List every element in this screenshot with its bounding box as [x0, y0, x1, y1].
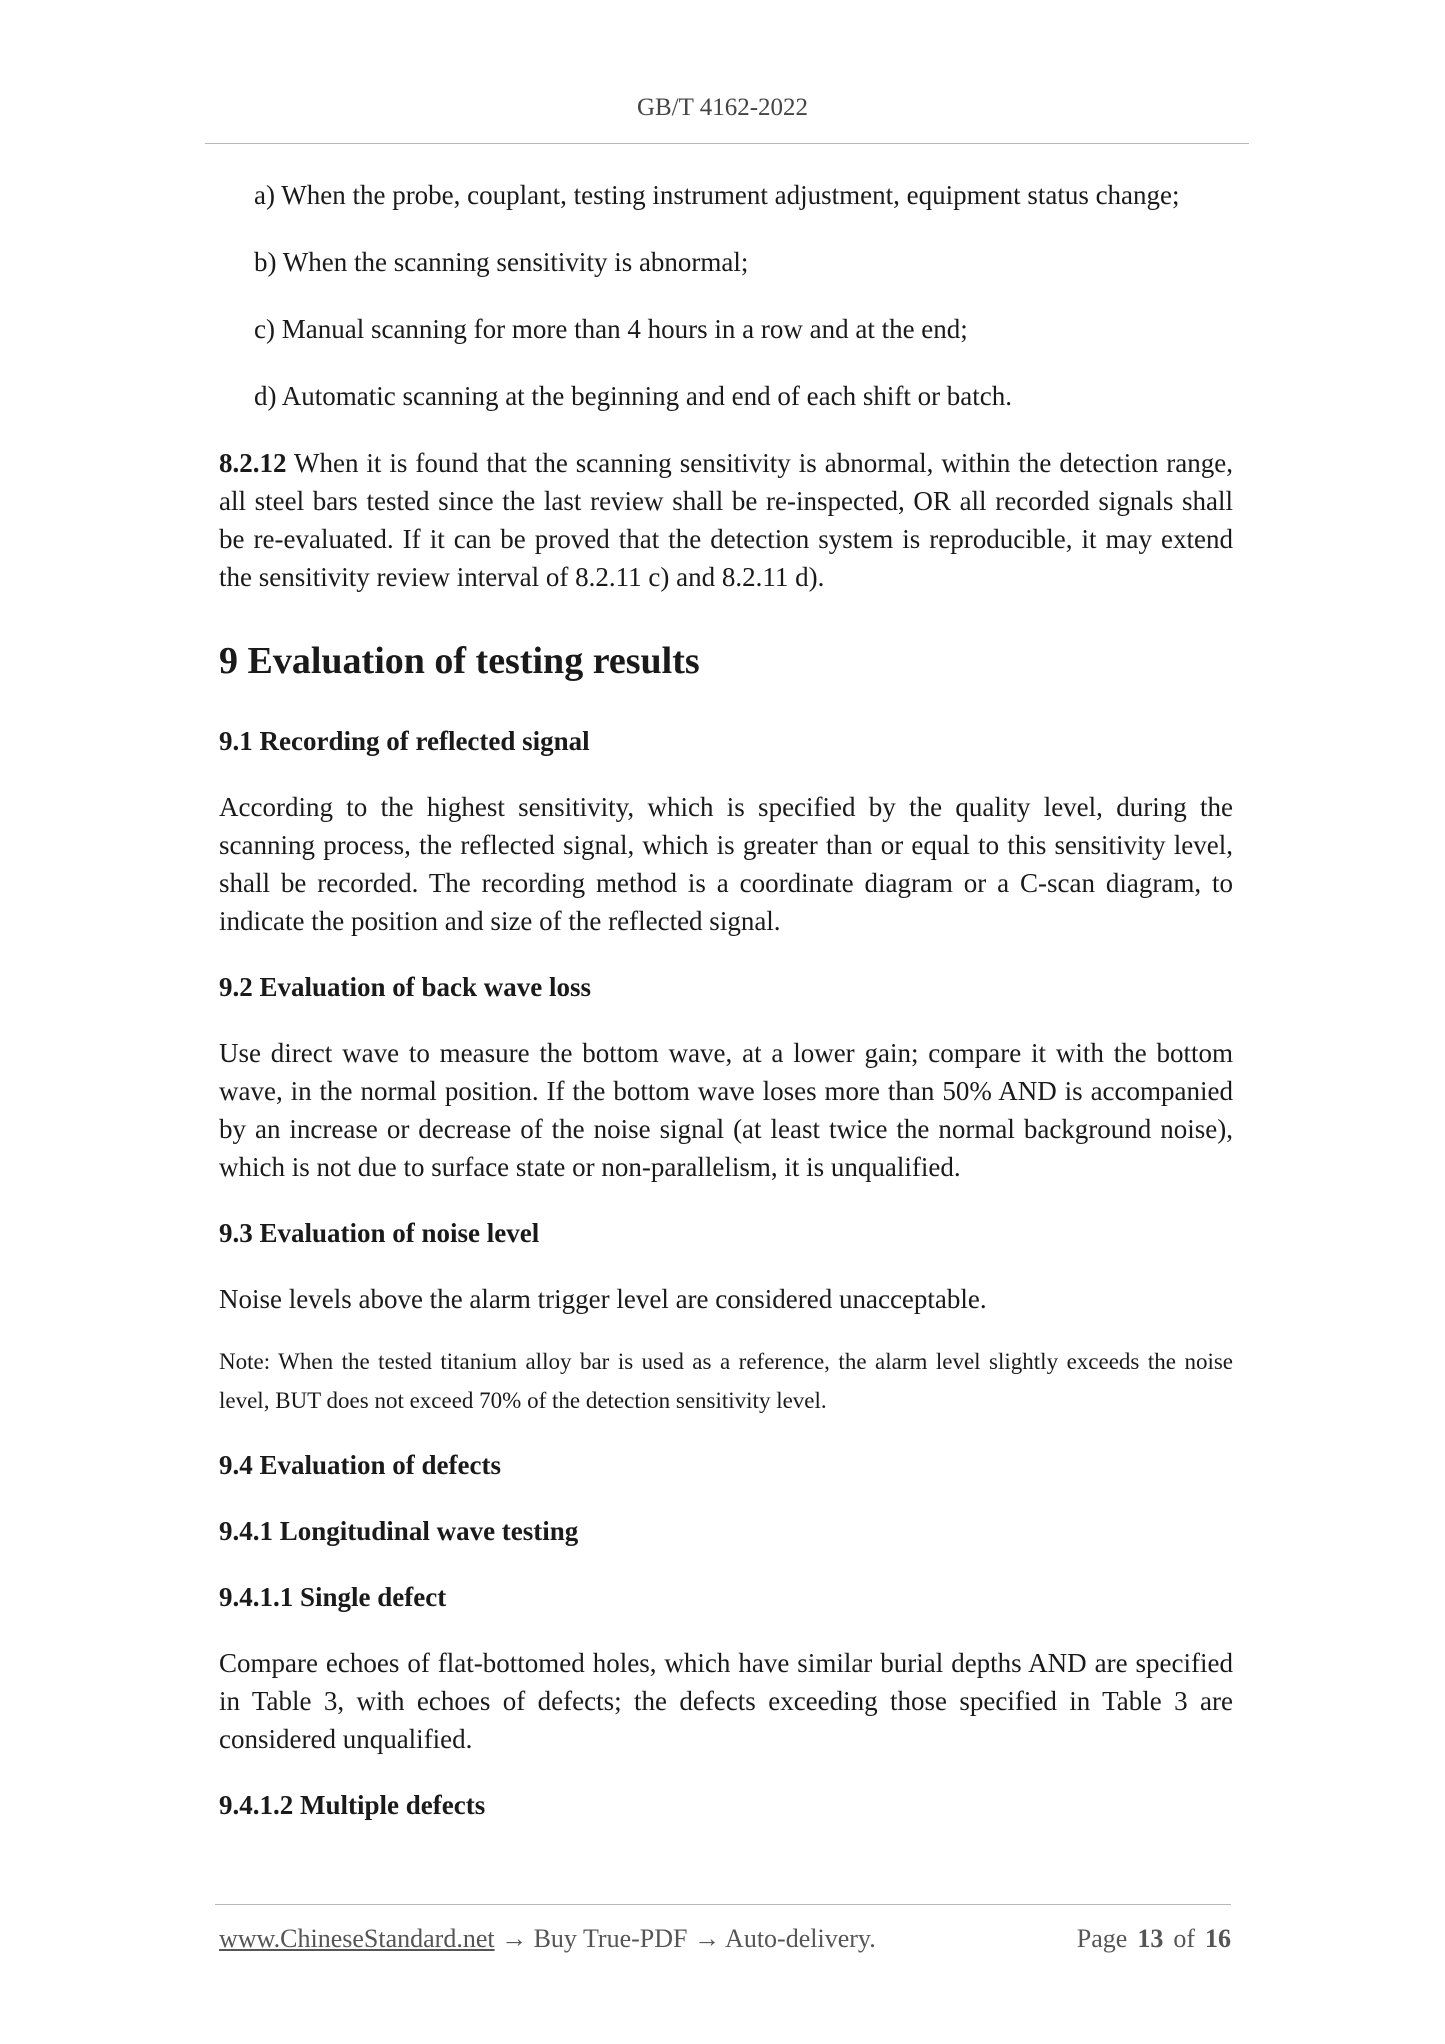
document-header: GB/T 4162-2022 — [636, 94, 809, 121]
page-of-label: of — [1173, 1924, 1195, 1953]
list-item: b) When the scanning sensitivity is abnormal; — [254, 247, 749, 277]
page-current: 13 — [1137, 1924, 1164, 1953]
section-9-4-heading: 9.4 Evaluation of defects — [219, 1450, 501, 1480]
list-item: c) Manual scanning for more than 4 hours in a row and at the end; — [254, 314, 968, 344]
page-total: 16 — [1205, 1924, 1231, 1953]
footer-divider — [215, 1904, 1231, 1905]
section-9-2-text: Use direct wave to measure the bottom wave, at a lower gain; compare it with the bottom wave, in the normal position. If the bottom wave loses more than 50% AND is accompanied by an increase or decrease of the noise signal (at least twice the normal background noise), which is not due to surface state or non-parallelism, it is unqualified. — [219, 1038, 1233, 1182]
section-9-4-1-2-heading: 9.4.1.2 Multiple defects — [219, 1790, 486, 1820]
clause-text: When it is found that the scanning sensitivity is abnormal, within the detection range, all steel bars tested since the last review shall be re-inspected, OR all recorded signals shall be re-evaluated. If it can be proved that the detection system is reproducible, it may extend the sensitivity review interval of 8.2.11 c) and 8.2.11 d). — [219, 448, 1233, 592]
section-9-2-heading: 9.2 Evaluation of back wave loss — [219, 972, 592, 1002]
header-divider — [205, 143, 1249, 144]
section-9-1-text: According to the highest sensitivity, which is specified by the quality level, during the scanning process, the reflected signal, which is greater than or equal to this sensitivity level, shall be recorded. The recording method is a coordinate diagram or a C-scan diagram, to indicate the position and size of the reflected signal. — [219, 792, 1233, 936]
section-9-4-1-1-text: Compare echoes of flat-bottomed holes, which have similar burial depths AND are specified in Table 3, with echoes of defects; the defects exceeding those specified in Table 3 are considered unqualified. — [219, 1648, 1233, 1754]
clause-8-2-12 — [219, 444, 1233, 596]
website-link[interactable]: www.ChineseStandard.net — [219, 1924, 495, 1953]
section-9-3-text: Noise levels above the alarm trigger level are considered unacceptable. — [219, 1284, 987, 1314]
footer-promo — [219, 1924, 876, 1954]
section-9-3-heading: 9.3 Evaluation of noise level — [219, 1218, 540, 1248]
section-9-3-note: Note: When the tested titanium alloy bar is used as a reference, the alarm level slightly exceeds the noise level, BUT does not exceed 70% of the detection sensitivity level. — [219, 1349, 1233, 1413]
clause-number: 8.2.12 — [219, 448, 287, 478]
section-9-1-heading: 9.1 Recording of reflected signal — [219, 726, 590, 756]
section-9-title: 9 Evaluation of testing results — [219, 640, 700, 682]
list-item: d) Automatic scanning at the beginning and end of each shift or batch. — [254, 381, 1013, 411]
page-body — [219, 176, 1233, 1852]
page-label: Page — [1076, 1924, 1128, 1953]
section-9-4-1-1-heading: 9.4.1.1 Single defect — [219, 1582, 447, 1612]
section-9-4-1-heading: 9.4.1 Longitudinal wave testing — [219, 1516, 579, 1546]
footer-promo-text: → Buy True-PDF → Auto-delivery. — [494, 1924, 876, 1953]
list-item: a) When the probe, couplant, testing instrument adjustment, equipment status change; — [254, 180, 1180, 210]
page-indicator — [1077, 1924, 1231, 1954]
